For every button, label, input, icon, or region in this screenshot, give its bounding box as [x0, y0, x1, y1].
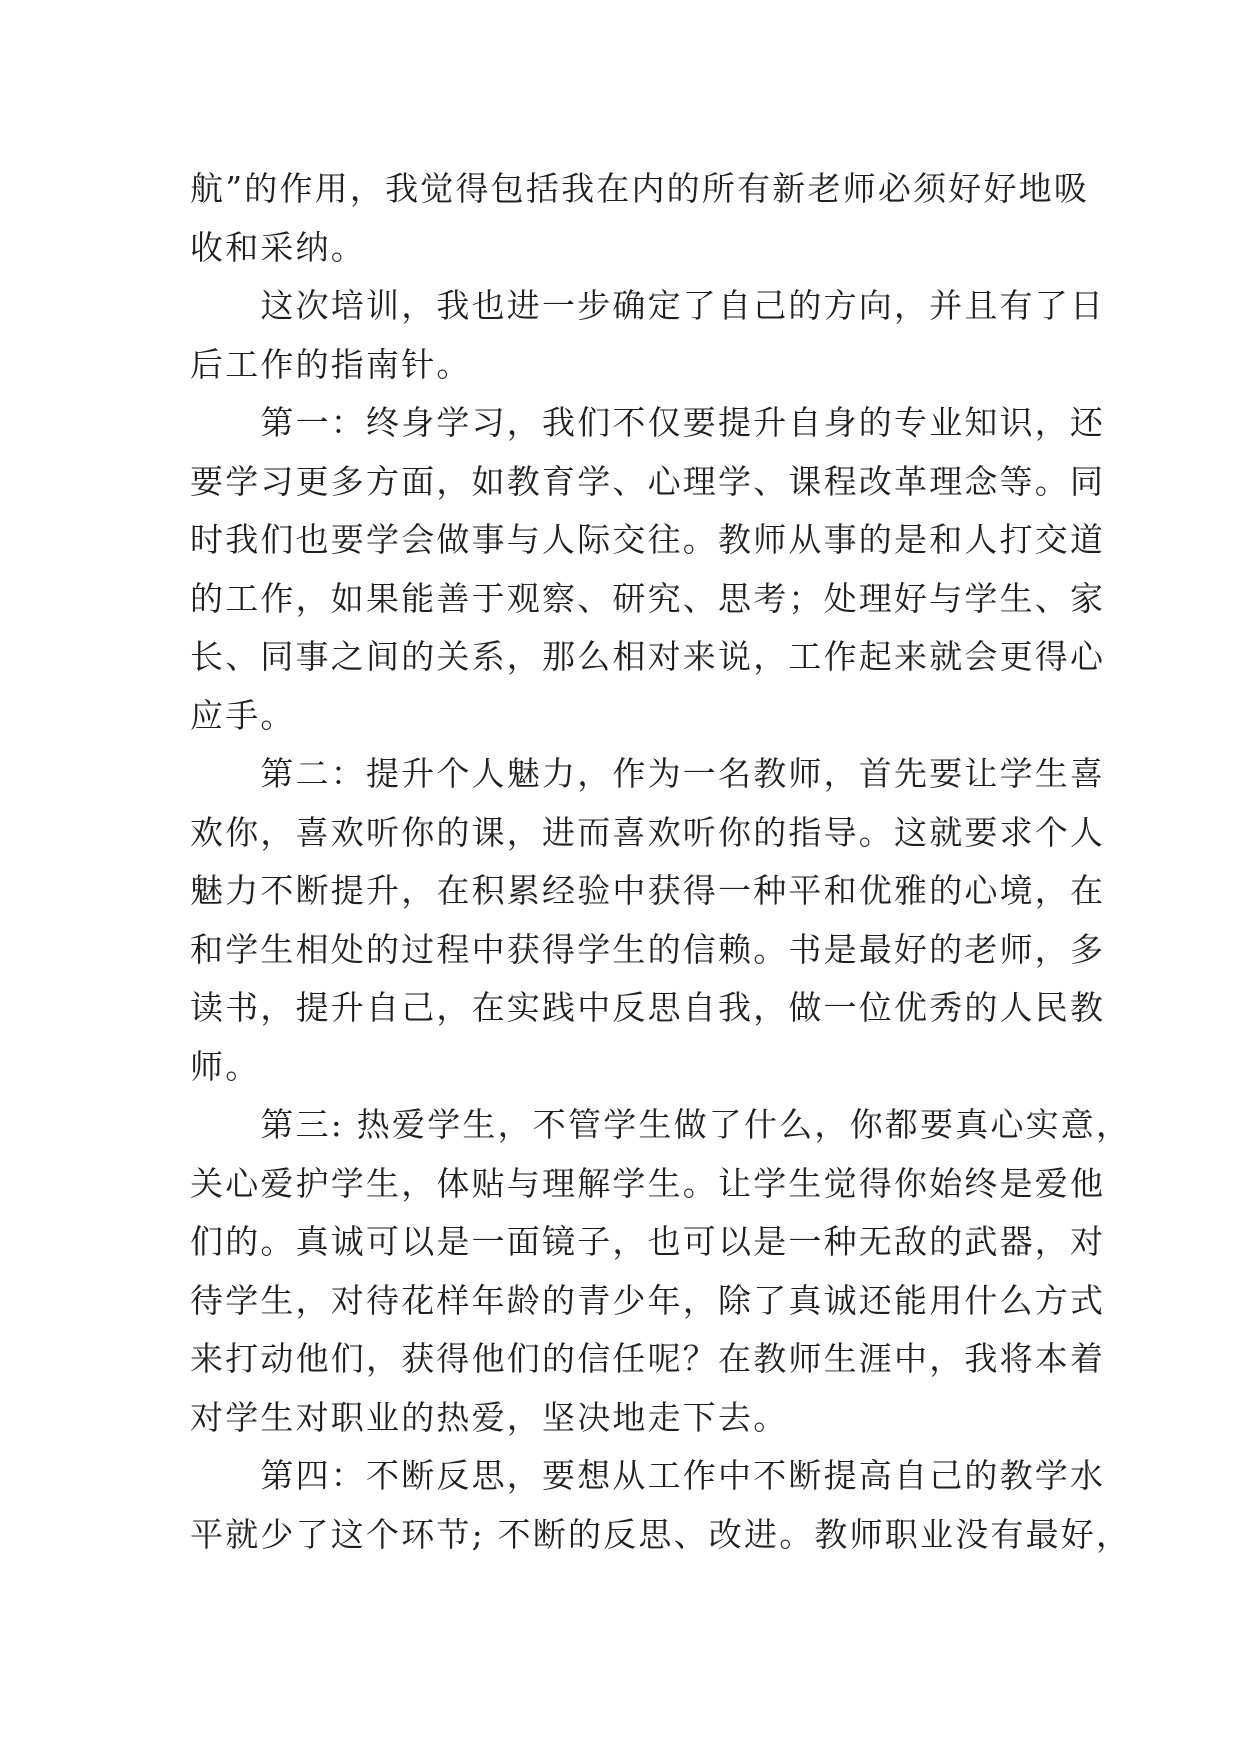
text-line: 们的。真诚可以是一面镜子，也可以是一种无敌的武器，对	[190, 1222, 1106, 1261]
text-line: 第二：提升个人魅力，作为一名教师，首先要让学生喜	[190, 754, 1106, 793]
text-line: 这次培训，我也进一步确定了自己的方向，并且有了日	[190, 286, 1106, 325]
text-line: 第三: 热爱学生，不管学生做了什么，你都要真心实意，	[190, 1105, 1132, 1144]
paragraph-5	[190, 1096, 1132, 1447]
text-line: 要学习更多方面，如教育学、心理学、课程改革理念等。同	[190, 461, 1106, 501]
text-line: 师。	[190, 1046, 261, 1086]
text-line: 时我们也要学会做事与人际交往。教师从事的是和人打交道	[190, 520, 1106, 559]
paragraph-2	[190, 277, 1106, 394]
text-line: 航”的作用，我觉得包括我在内的所有新老师必须好好地吸	[190, 169, 1090, 208]
paragraph-1	[190, 160, 1090, 277]
text-line: 对学生对职业的热爱，坚决地走下去。	[190, 1397, 789, 1437]
text-line: 平就少了这个环节; 不断的反思、改进。教师职业没有最好，	[190, 1514, 1132, 1554]
text-line: 第四：不断反思，要想从工作中不断提高自己的教学水	[190, 1456, 1106, 1495]
text-line: 后工作的指南针。	[190, 344, 472, 384]
body-text	[190, 160, 1132, 1564]
text-line: 来打动他们，获得他们的信任呢？在教师生涯中，我将本着	[190, 1339, 1106, 1378]
paragraph-3	[190, 394, 1106, 745]
text-line: 待学生，对待花样年龄的青少年，除了真诚还能用什么方式	[190, 1280, 1106, 1320]
text-line: 收和采纳。	[190, 227, 366, 267]
text-line: 读书，提升自己，在实践中反思自我，做一位优秀的人民教	[190, 988, 1106, 1027]
text-line: 欢你，喜欢听你的课，进而喜欢听你的指导。这就要求个人	[190, 812, 1106, 852]
text-line: 应手。	[190, 695, 296, 735]
text-line: 第一：终身学习，我们不仅要提升自身的专业知识，还	[190, 403, 1106, 442]
paragraph-4	[190, 745, 1106, 1096]
text-line: 和学生相处的过程中获得学生的信赖。书是最好的老师，多	[190, 929, 1106, 969]
paragraph-6	[190, 1447, 1132, 1564]
text-line: 魅力不断提升，在积累经验中获得一种平和优雅的心境，在	[190, 871, 1106, 910]
text-line: 长、同事之间的关系，那么相对来说，工作起来就会更得心	[190, 637, 1106, 676]
text-line: 的工作，如果能善于观察、研究、思考；处理好与学生、家	[190, 578, 1106, 618]
text-line: 关心爱护学生，体贴与理解学生。让学生觉得你始终是爱他	[190, 1163, 1106, 1203]
